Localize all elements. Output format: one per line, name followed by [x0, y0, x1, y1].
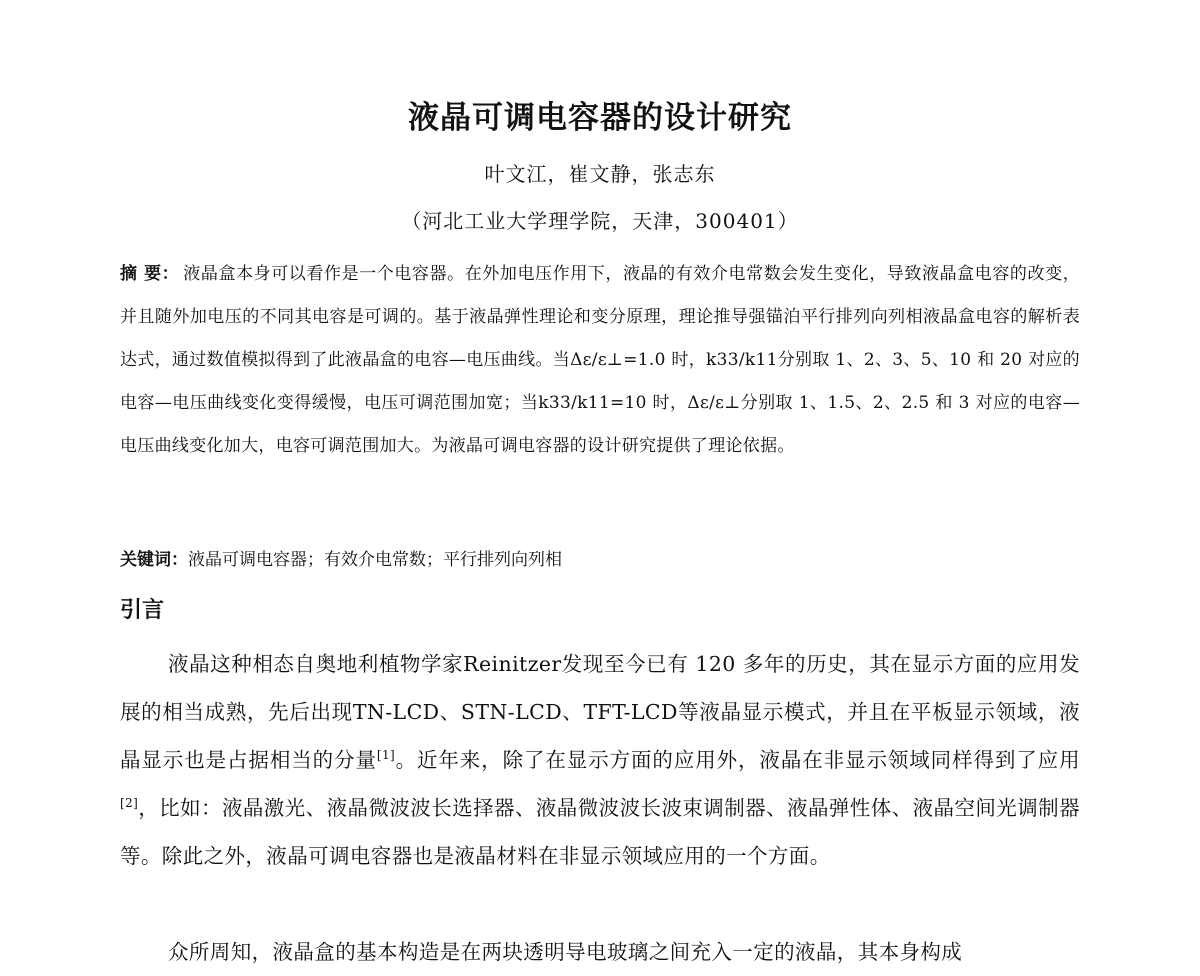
keywords-text: 液晶可调电容器；有效介电常数；平行排列向列相 [188, 550, 562, 570]
intro-paragraph-1-part2: 。近年来，除了在显示方面的应用外，液晶在非显示领域同样得到了应用 [395, 748, 1080, 772]
paper-authors: 叶文江，崔文静，张志东 [484, 162, 716, 186]
citation-ref-2: [2] [120, 796, 139, 811]
abstract-text: 液晶盒本身可以看作是一个电容器。在外加电压作用下，液晶的有效介电常数会发生变化，导致液晶盒电容的改变，并且随外加电压的不同其电容是可调的。基于液晶弹性理论和变分原理，理论推导强锚泊平行排列向列相液晶盒电容的解析表达式，通过数值模拟得到了此液晶盒的电容—电压曲线。当Δε/ε⊥=1.0 时，k33/k11分别取 1、2、3、5、10 和 20 对应的电容—电压曲线变化变得缓慢，电压可调范围加宽；当k33/k11=10 时，Δε/ε⊥分别取 1、1.5、2、2.5 和 3 对应的电容—电压曲线变化加大，电容可调范围加大。为液晶可调电容器的设计研究提供了理论依据。 [120, 264, 1080, 456]
keywords-label: 关键词： [120, 550, 188, 570]
section-heading-introduction: 引言 [120, 597, 165, 623]
intro-paragraph-1 [120, 640, 1080, 880]
abstract-label: 摘 要： [120, 264, 180, 284]
intro-paragraph-2: 众所周知，液晶盒的基本构造是在两块透明导电玻璃之间充入一定的液晶，其本身构成 [168, 940, 963, 964]
intro-paragraph-1-part3: ，比如：液晶激光、液晶微波波长选择器、液晶微波波长波束调制器、液晶弹性体、液晶空间光调制器等。除此之外，液晶可调电容器也是液晶材料在非显示领域应用的一个方面。 [120, 796, 1080, 868]
paper-affiliation: （河北工业大学理学院，天津，300401） [401, 209, 799, 233]
intro-paragraph-1-part1: 液晶这种相态自奥地利植物学家Reinitzer发现至今已有 120 多年的历史，其在显示方面的应用发展的相当成熟，先后出现TN-LCD、STN-LCD、TFT-LCD等液晶显示模式，并且在平板显示领域，液晶显示也是占据相当的分量 [120, 652, 1080, 772]
citation-ref-1: [1] [376, 748, 396, 763]
abstract [120, 253, 1080, 468]
paper-title: 液晶可调电容器的设计研究 [408, 100, 792, 136]
keywords [120, 545, 1080, 570]
